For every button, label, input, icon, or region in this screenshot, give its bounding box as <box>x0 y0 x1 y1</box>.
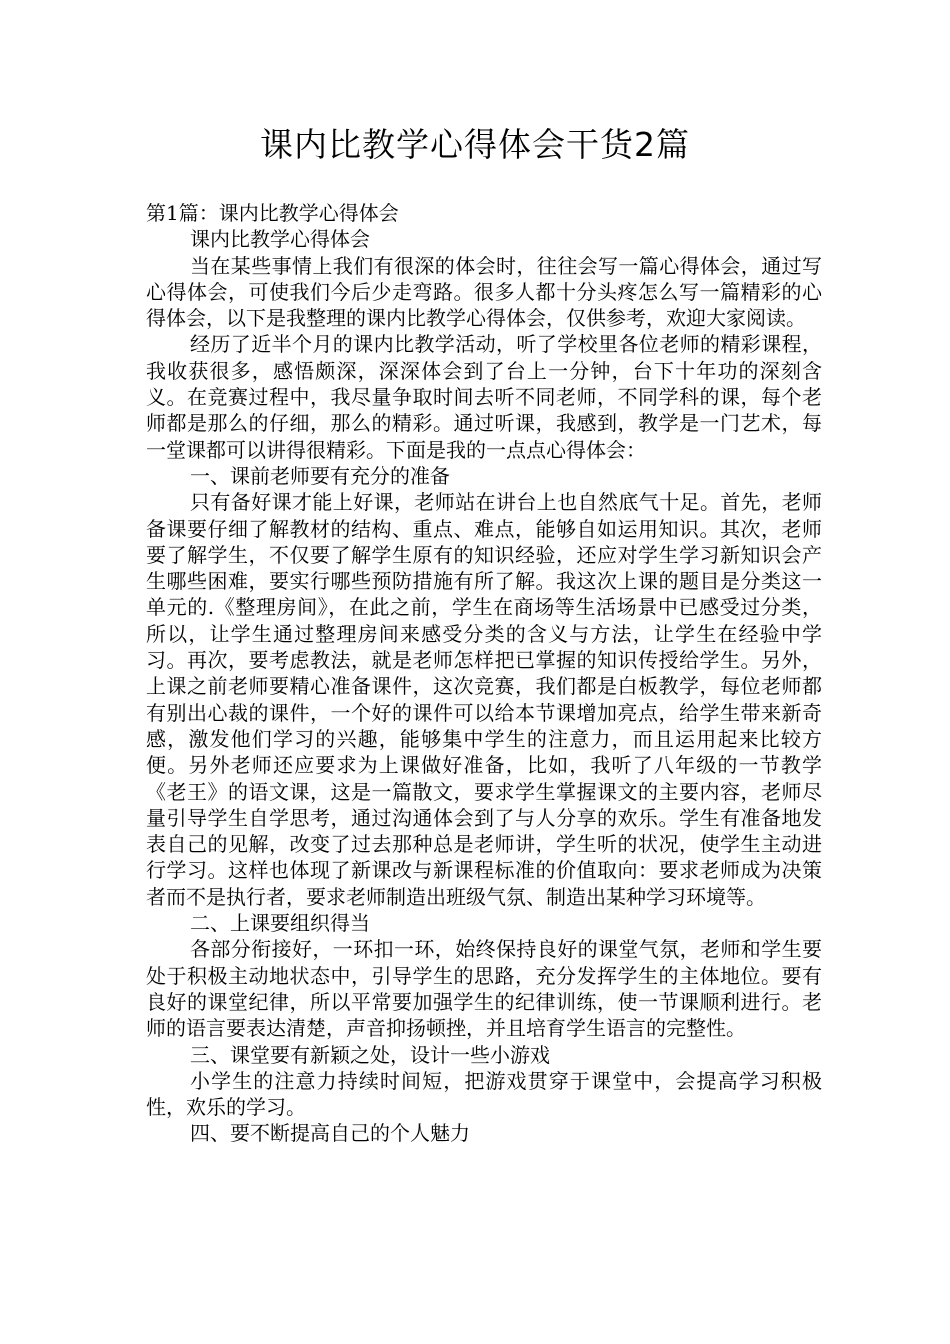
point-heading-3: 三、课堂要有新颖之处，设计一些小游戏 <box>190 1042 550 1067</box>
document-title: 课内比教学心得体会干货2篇 <box>260 125 690 164</box>
point-heading-4: 四、要不断提高自己的个人魅力 <box>190 1121 470 1146</box>
section-heading-part-1: 第1篇：课内比教学心得体会 <box>146 201 399 225</box>
document-body <box>146 200 822 1147</box>
point-heading-1: 一、课前老师要有充分的准备 <box>190 463 450 488</box>
point-body-1: 只有备好课才能上好课，老师站在讲台上也自然底气十足。首先，老师备课要仔细了解教材的结构、重点、难点，能够自如运用知识。其次，老师要了解学生，不仅要了解学生原有的知识经验，还应对学生学习新知识会产生哪些困难，要实行哪些预防措施有所了解。我这次上课的题目是分类这一单元的.《整理房间》，在此之前，学生在商场等生活场景中已感受过分类，所以，让学生通过整理房间来感受分类的含义与方法，让学生在经验中学习。再次，要考虑教法，就是老师怎样把已掌握的知识传授给学生。另外，上课之前老师要精心准备课件，这次竞赛，我们都是白板教学，每位老师都有别出心裁的课件，一个好的课件可以给本节课增加亮点，给学生带来新奇感，激发他们学习的兴趣，能够集中学生的注意力，而且运用起来比较方便。另外老师还应要求为上课做好准备，比如，我听了八年级的一节教学《老王》的语文课，这是一篇散文，要求学生掌握课文的主要内容，老师尽量引导学生自学思考，通过沟通体会到了与人分享的欢乐。学生有准备地发表自己的见解，改变了过去那种总是老师讲，学生听的状况，使学生主动进行学习。这样也体现了新课改与新课程标准的价值取向：要求老师成为决策者而不是执行者，要求老师制造出班级气氛、制造出某种学习环境等。 <box>146 490 822 909</box>
point-body-2: 各部分衔接好，一环扣一环，始终保持良好的课堂气氛，老师和学生要处于积极主动地状态中，引导学生的思路，充分发挥学生的主体地位。要有良好的课堂纪律，所以平常要加强学生的纪律训练，使一节课顺利进行。老师的语言要表达清楚，声音抑扬顿挫，并且培育学生语言的完整性。 <box>146 937 822 1041</box>
article-subtitle: 课内比教学心得体会 <box>190 227 370 252</box>
experience-paragraph: 经历了近半个月的课内比教学活动，听了学校里各位老师的精彩课程，我收获很多，感悟颇深，深深体会到了台上一分钟，台下十年功的深刻含义。在竞赛过程中，我尽量争取时间去听不同老师，不同学科的课，每个老师都是那么的仔细，那么的精彩。通过听课，我感到，教学是一门艺术，每一堂课都可以讲得很精彩。下面是我的一点点心得体会： <box>146 332 822 462</box>
point-heading-2: 二、上课要组织得当 <box>190 911 370 936</box>
intro-paragraph: 当在某些事情上我们有很深的体会时，往往会写一篇心得体会，通过写心得体会，可使我们今后少走弯路。很多人都十分头疼怎么写一篇精彩的心得体会，以下是我整理的课内比教学心得体会，仅供参考，欢迎大家阅读。 <box>146 253 822 331</box>
point-body-3: 小学生的注意力持续时间短，把游戏贯穿于课堂中，会提高学习积极性，欢乐的学习。 <box>146 1068 822 1120</box>
